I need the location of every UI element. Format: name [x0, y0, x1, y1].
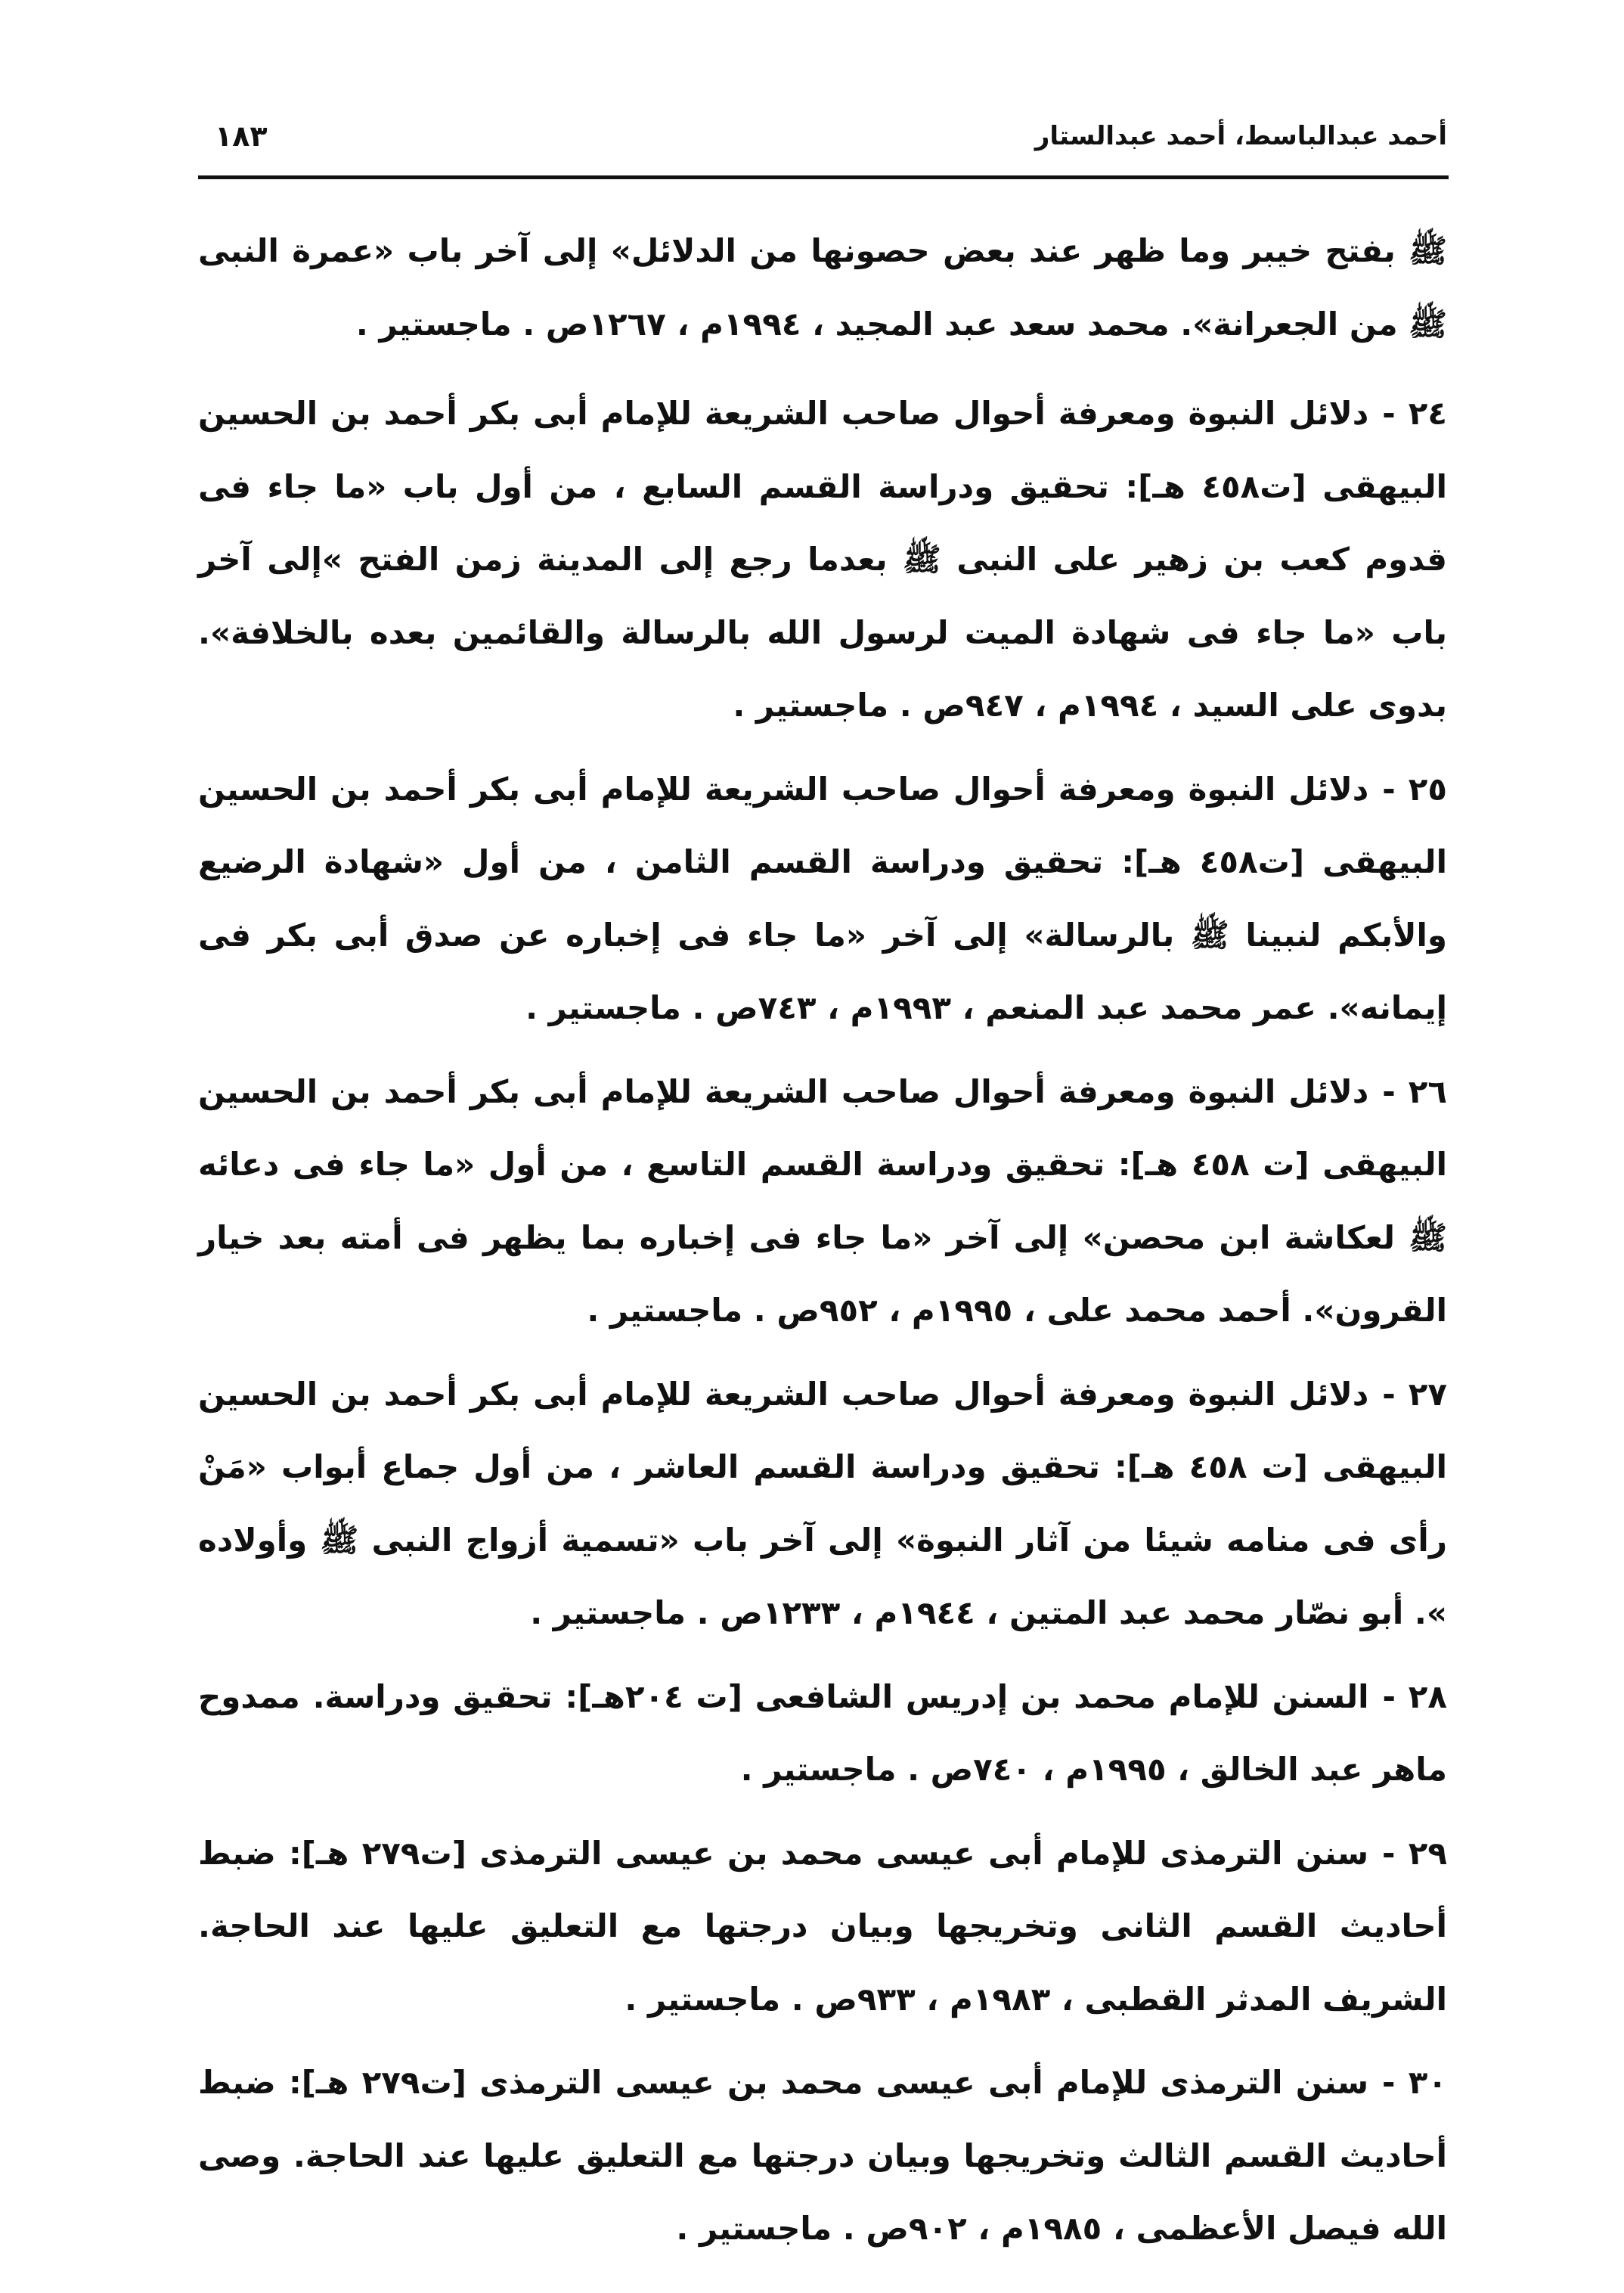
bibliography-list	[198, 215, 1447, 2276]
list-item-continuation	[198, 215, 1447, 361]
entry-number: ٢٨ -	[1382, 1677, 1447, 1715]
list-item	[198, 1056, 1447, 1348]
list-item	[198, 1358, 1447, 1650]
entry-number: ٢٩ -	[1382, 1834, 1447, 1872]
entry-number: ٢٤ -	[1382, 395, 1447, 432]
list-item	[198, 1661, 1447, 1807]
list-item	[198, 1817, 1447, 2037]
header-title: أحمد عبدالباسط، أحمد عبدالستار	[1034, 121, 1447, 151]
entry-text: دلائل النبوة ومعرفة أحوال صاحب الشريعة للإمام أبى بكر أحمد بن الحسين البيهقى [ت ٤٥٨ هـ]: تحقيق ودراسة القسم العاشر ، من أول جماع أبواب «مَنْ رأى فى منامه شيئا من آثار النبوة» إلى آخر باب «تسمية أزواج النبى ﷺ وأولاده ». أبو نصّار محمد عبد المتين ، ١٩٤٤م ، ١٢٣٣ص . ماجستير .	[198, 1375, 1447, 1631]
entry-text: سنن الترمذى للإمام أبى عيسى محمد بن عيسى الترمذى [ت٢٧٩ هـ]: ضبط أحاديث القسم الثالث وتخريجها وبيان درجتها مع التعليق عليها عند الحاجة. وصى الله فيصل الأعظمى ، ١٩٨٥م ، ٩٠٢ص . ماجستير .	[198, 2064, 1447, 2247]
list-item	[198, 753, 1447, 1045]
entry-number: ٣٠ -	[1382, 2064, 1447, 2101]
list-item	[198, 2046, 1447, 2266]
entry-text: سنن الترمذى للإمام أبى عيسى محمد بن عيسى الترمذى [ت٢٧٩ هـ]: ضبط أحاديث القسم الثانى وتخريجها وبيان درجتها مع التعليق عليها عند الحاجة. الشريف المدثر القطبى ، ١٩٨٣م ، ٩٣٣ص . ماجستير .	[198, 1834, 1447, 2018]
entry-text: دلائل النبوة ومعرفة أحوال صاحب الشريعة للإمام أبى بكر أحمد بن الحسين البيهقى [ت٤٥٨ هـ]: تحقيق ودراسة القسم السابع ، من أول باب «ما جاء فى قدوم كعب بن زهير على النبى ﷺ بعدما رجع إلى المدينة زمن الفتح »إلى آخر باب «ما جاء فى شهادة الميت لرسول الله بالرسالة والقائمين بعده بالخلافة». بدوى على السيد ، ١٩٩٤م ، ٩٤٧ص . ماجستير .	[198, 395, 1447, 724]
entry-number: ٢٧ -	[1382, 1375, 1447, 1413]
entry-number: ٢٥ -	[1382, 770, 1447, 808]
page-number: ١٨٣	[215, 119, 268, 153]
list-item	[198, 377, 1447, 743]
entry-number: ٢٦ -	[1382, 1072, 1447, 1110]
running-header	[198, 113, 1447, 174]
entry-text: ﷺ بفتح خيبر وما ظهر عند بعض حصونها من الدلائل» إلى آخر باب «عمرة النبى ﷺ من الجعرانة». محمد سعد عبد المجيد ، ١٩٩٤م ، ١٢٦٧ص . ماجستير .	[198, 232, 1447, 343]
entry-text: دلائل النبوة ومعرفة أحوال صاحب الشريعة للإمام أبى بكر أحمد بن الحسين البيهقى [ت ٤٥٨ هـ]: تحقيق ودراسة القسم التاسع ، من أول «ما جاء فى دعائه ﷺ لعكاشة ابن محصن» إلى آخر «ما جاء فى إخباره بما يظهر فى أمته بعد خيار القرون». أحمد محمد على ، ١٩٩٥م ، ٩٥٢ص . ماجستير .	[198, 1072, 1447, 1329]
header-divider	[198, 175, 1449, 179]
entry-text: السنن للإمام محمد بن إدريس الشافعى [ت ٢٠٤هـ]: تحقيق ودراسة. ممدوح ماهر عبد الخالق ، ١٩٩٥م ، ٧٤٠ص . ماجستير .	[198, 1677, 1447, 1788]
entry-text: دلائل النبوة ومعرفة أحوال صاحب الشريعة للإمام أبى بكر أحمد بن الحسين البيهقى [ت٤٥٨ هـ]: تحقيق ودراسة القسم الثامن ، من أول «شهادة الرضيع والأبكم لنبينا ﷺ بالرسالة» إلى آخر «ما جاء فى إخباره عن صدق أبى بكر فى إيمانه». عمر محمد عبد المنعم ، ١٩٩٣م ، ٧٤٣ص . ماجستير .	[198, 770, 1447, 1026]
